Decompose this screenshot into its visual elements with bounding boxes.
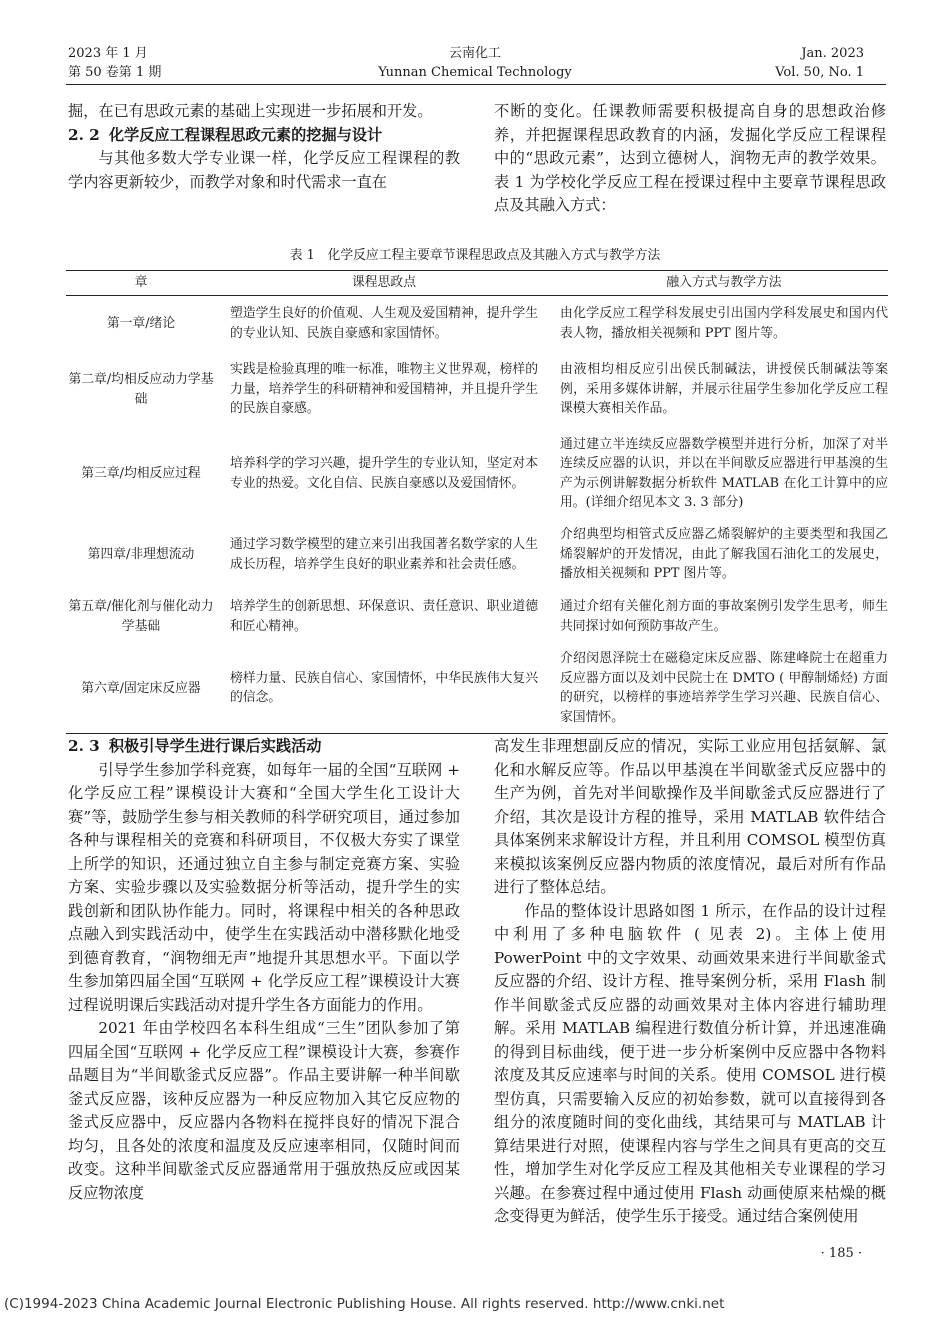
paragraph: 高发生非理想副反应的情况，实际工业应用包括氨解、氯化和水解反应等。作品以甲基溴在半间歇釜式反应器中的生产为例，首先对半间歇操作及半间歇釜式反应器进行了介绍，其次是设计方程的推导，采用 MATLAB 软件结合具体案例来求解设计方程，并且利用 COMSOL 模型仿真来模拟该案例反应器内物质的浓度情况，最后对所有作品进行了整体总结。	[494, 737, 886, 896]
cell-point: 培养学生的创新思想、环保意识、责任意识、职业道德和匠心精神。	[230, 599, 538, 634]
paragraph: 引导学生参加学科竞赛，如每年一届的全国“互联网 + 化学反应工程”课模设计大赛和“全国大学生化工设计大赛”等，鼓励学生参与相关教师的科学研究项目，通过参加各种与课程相关的竞赛和科研项目，不仅极大夯实了课堂上所学的知识，还通过独立自主参与制定竞赛方案、实验方案、实验步骤以及实验数据分析等活动，提升学生的实践创新和团队协作能力。同时，将课程中相关的各种思政点融入到实践活动中，使学生在实践活动中潜移默化地受到德育教育，“润物细无声”地提升其思想水平。下面以学生参加第四届全国“互联网 + 化学反应工程”课模设计大赛过程说明课后实践活动对提升学生各方面能力的作用。	[68, 760, 460, 1014]
cell-chapter: 第二章/均相反应动力学基础	[68, 372, 214, 407]
cell-chapter: 第一章/绪论	[106, 316, 176, 331]
header-volume-en: Vol. 50, No. 1	[775, 65, 864, 80]
paragraph: 2021 年由学校四名本科生组成“三生”团队参加了第四届全国“互联网 + 化学反应工程”课模设计大赛，参赛作品题目为“半间歇釜式反应器”。作品主要讲解一种半间歇釜式反应器，该种反应器为一种反应物加入其它反应物的釜式反应器中，反应器内各物料在搅拌良好的情况下混合均匀，且各处的浓度和温度及反应速率相同，仅随时间而改变。这种半间歇釜式反应器通常用于强放热反应或因某反应物浓度	[68, 1019, 460, 1202]
copyright-footer: (C)1994-2023 China Academic Journal Electronic Publishing House. All rights reserved. http://www.cnki.net	[4, 1296, 725, 1312]
table-row	[66, 296, 888, 352]
paragraph: 作品的整体设计思路如图 1 所示，在作品的设计过程中利用了多种电脑软件 ( 见表 2)。主体上使用 PowerPoint 中的文字效果、动画效果来进行半间歇釜式反应器的介绍、设计方程、推导案例分析，采用 Flash 制作半间歇釜式反应器的动画效果对主体内容进行辅助理解。采用 MATLAB 编程进行数值分析计算，并迅速准确的得到目标曲线，便于进一步分析案例中反应器中各物料浓度及其反应速率与时间的关系。使用 COMSOL 进行模型仿真，只需要输入反应的初始参数，就可以直接得到各组分的浓度随时间的变化曲线，其结果可与 MATLAB 计算结果进行对照，使课程内容与学生之间具有更高的交互性，增加学生对化学反应工程及其他相关专业课程的学习兴趣。在参赛过程中通过使用 Flash 动画使原来枯燥的概念变得更为鲜活，使学生乐于接受。通过结合案例使用	[494, 901, 886, 1225]
header-volume: 第 50 卷第 1 期	[68, 65, 162, 80]
header-date-en: Jan. 2023	[801, 46, 864, 61]
cell-point: 榜样力量、民族自信心、家国情怀，中华民族伟大复兴的信念。	[216, 644, 552, 734]
top-right-column	[494, 100, 886, 218]
header-journal-en: Yunnan Chemical Technology	[378, 65, 572, 80]
table-row	[66, 352, 888, 428]
paragraph: 不断的变化。任课教师需要积极提高自身的思想政治修养，并把握课程思政教育的内涵，发掘化学反应工程课程中的“思政元素”，达到立德树人，润物无声的教学效果。表 1 为学校化学反应工程在授课过程中主要章节课程思政点及其融入方式：	[494, 102, 886, 214]
table-row	[66, 644, 888, 734]
cell-method: 介绍闵恩泽院士在磁稳定床反应器、陈建峰院士在超重力反应器方面以及刘中民院士在 DMTO ( 甲醇制烯烃) 方面的研究，以榜样的事迹培养学生学习兴趣、民族自信心、家国情怀。	[552, 644, 888, 734]
table-row	[66, 590, 888, 644]
table-header-chapter: 章	[66, 271, 216, 296]
cell-chapter: 第四章/非理想流动	[87, 546, 195, 562]
table-header-point: 课程思政点	[216, 271, 552, 296]
cell-chapter: 第六章/固定床反应器	[66, 644, 216, 734]
section-heading-2-2	[68, 124, 460, 148]
cell-method: 通过介绍有关催化剂方面的事故案例引发学生思考，师生共同探讨如何预防事故产生。	[560, 599, 888, 634]
paragraph: 与其他多数大学专业课一样，化学反应工程课程的教学内容更新较少，而教学对象和时代需求一直在	[68, 149, 460, 191]
header-issue-en	[775, 44, 864, 82]
cell-chapter: 第五章/催化剂与催化动力学基础	[68, 599, 214, 634]
section-title: 化学反应工程课程思政元素的挖掘与设计	[108, 125, 383, 144]
cell-point: 通过学习数学模型的建立来引出我国著名数学家的人生成长历程，培养学生良好的职业素养和社会责任感。	[230, 537, 538, 572]
section-heading-2-3	[68, 735, 460, 759]
section-number: 2. 2	[68, 125, 100, 144]
table-row	[66, 520, 888, 590]
table-header-method: 融入方式与教学方法	[552, 271, 888, 296]
table-header-row	[66, 271, 888, 296]
cell-method: 介绍典型均相管式反应器乙烯裂解炉的主要类型和我国乙烯裂解炉的开发情况，由此了解我国石油化工的发展史，播放相关视频和 PPT 图片等。	[560, 527, 888, 582]
bottom-right-column	[494, 735, 886, 1229]
cell-method: 通过建立半连续反应器数学模型并进行分析，加深了对半连续反应器的认识，并以在半间歇反应器进行甲基溴的生产为示例讲解数据分析软件 MATLAB 在化工计算中的应用。(详细介绍见本文 3. 3 部分)	[560, 436, 888, 510]
cell-point: 培养科学的学习兴趣，提升学生的专业认知，坚定对本专业的热爱。文化自信、民族自豪感以及爱国情怀。	[230, 456, 538, 491]
cell-method: 由液相均相反应引出侯氏制碱法，讲授侯氏制碱法等案例，采用多媒体讲解，并展示往届学生参加化学反应工程课模大赛相关作品。	[560, 362, 888, 417]
cell-method: 由化学反应工程学科发展史引出国内学科发展史和国内代表人物，播放相关视频和 PPT 图片等。	[560, 306, 888, 341]
table-caption: 表 1 化学反应工程主要章节课程思政点及其融入方式与教学方法	[289, 248, 661, 263]
section-title: 积极引导学生进行课后实践活动	[108, 737, 322, 755]
header-date: 2023 年 1 月	[68, 46, 148, 61]
page-number: · 185 ·	[820, 1246, 862, 1261]
cell-point: 实践是检验真理的唯一标准，唯物主义世界观，榜样的力量，培养学生的科研精神和爱国精神，并且提升学生的民族自豪感。	[230, 362, 538, 417]
cell-chapter: 第三章/均相反应过程	[81, 465, 201, 481]
table-row	[66, 428, 888, 520]
table-1	[66, 270, 888, 734]
header-journal-cn: 云南化工	[448, 46, 501, 61]
cell-point: 塑造学生良好的价值观、人生观及爱国精神，提升学生的专业认知、民族自豪感和家国情怀。	[230, 306, 538, 341]
paragraph: 掘，在已有思政元素的基础上实现进一步拓展和开发。	[68, 102, 433, 120]
bottom-left-column	[68, 735, 460, 1205]
section-number: 2. 3	[68, 737, 100, 755]
header-rule	[66, 84, 886, 85]
top-left-column	[68, 100, 460, 194]
